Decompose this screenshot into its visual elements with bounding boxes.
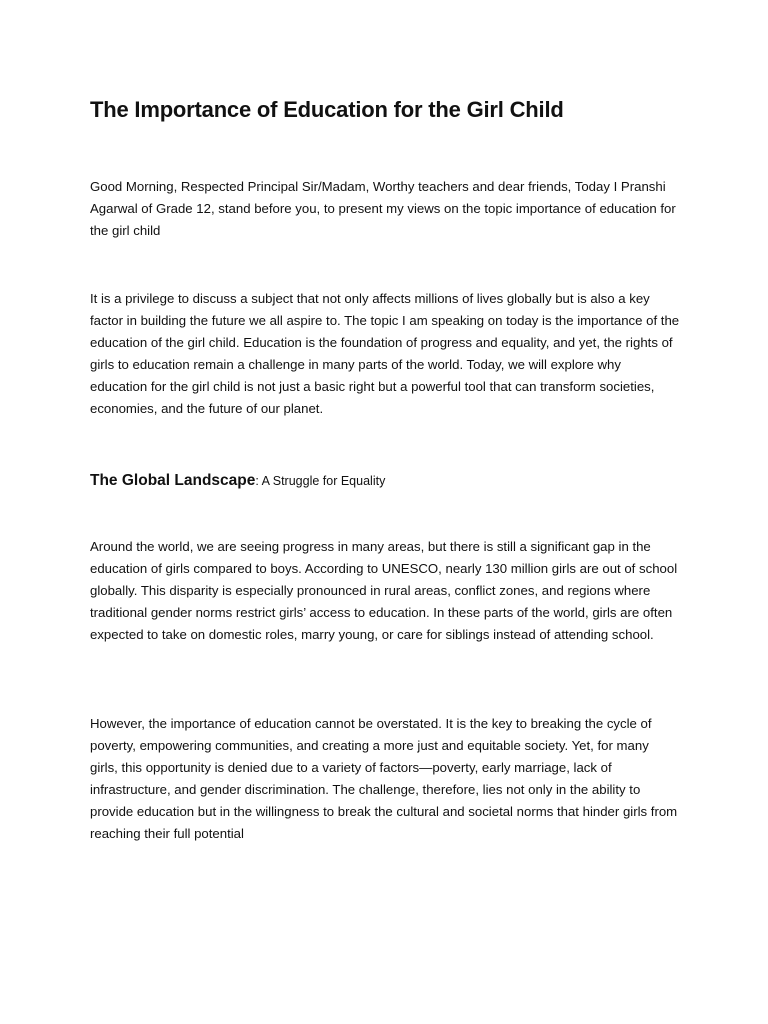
intro-paragraph: Good Morning, Respected Principal Sir/Madam, Worthy teachers and dear friends, Today I Pranshi Agarwal of Grade 12, stand before you, to present my views on the topic importance of education for the girl child — [90, 179, 676, 238]
section-heading — [90, 465, 690, 494]
global-landscape-paragraph: Around the world, we are seeing progress in many areas, but there is still a significant gap in the education of girls compared to boys. According to UNESCO, nearly 130 million girls are out of school globally. This disparity is especially pronounced in rural areas, conflict zones, and regions where traditional gender norms restrict girls’ access to education. In these parts of the world, girls are often expected to take on domestic roles, marry young, or care for siblings instead of attending school. — [90, 539, 678, 642]
importance-paragraph: However, the importance of education cannot be overstated. It is the key to breaking the cycle of poverty, empowering communities, and creating a more just and equitable society. Yet, for many girls, this opportunity is denied due to a variety of factors—poverty, early marriage, lack of infrastructure, and gender discrimination. The challenge, therefore, lies not only in the ability to provide education but in the willingness to break the cultural and societal norms that hinder girls from reaching their full potential — [90, 716, 678, 841]
section-heading-main: The Global Landscape — [90, 472, 256, 489]
privilege-paragraph: It is a privilege to discuss a subject that not only affects millions of lives globally but is also a key factor in building the future we all aspire to. The topic I am speaking on today is the importance of the education of the girl child. Education is the foundation of progress and equality, and yet, the rights of girls to education remain a challenge in many parts of the world. Today, we will explore why education for the girl child is not just a basic right but a powerful tool that can transform societies, economies, and the future of our planet. — [90, 291, 680, 416]
document-title: The Importance of Education for the Girl Child — [90, 97, 564, 122]
section-heading-sub: : A Struggle for Equality — [255, 474, 386, 488]
